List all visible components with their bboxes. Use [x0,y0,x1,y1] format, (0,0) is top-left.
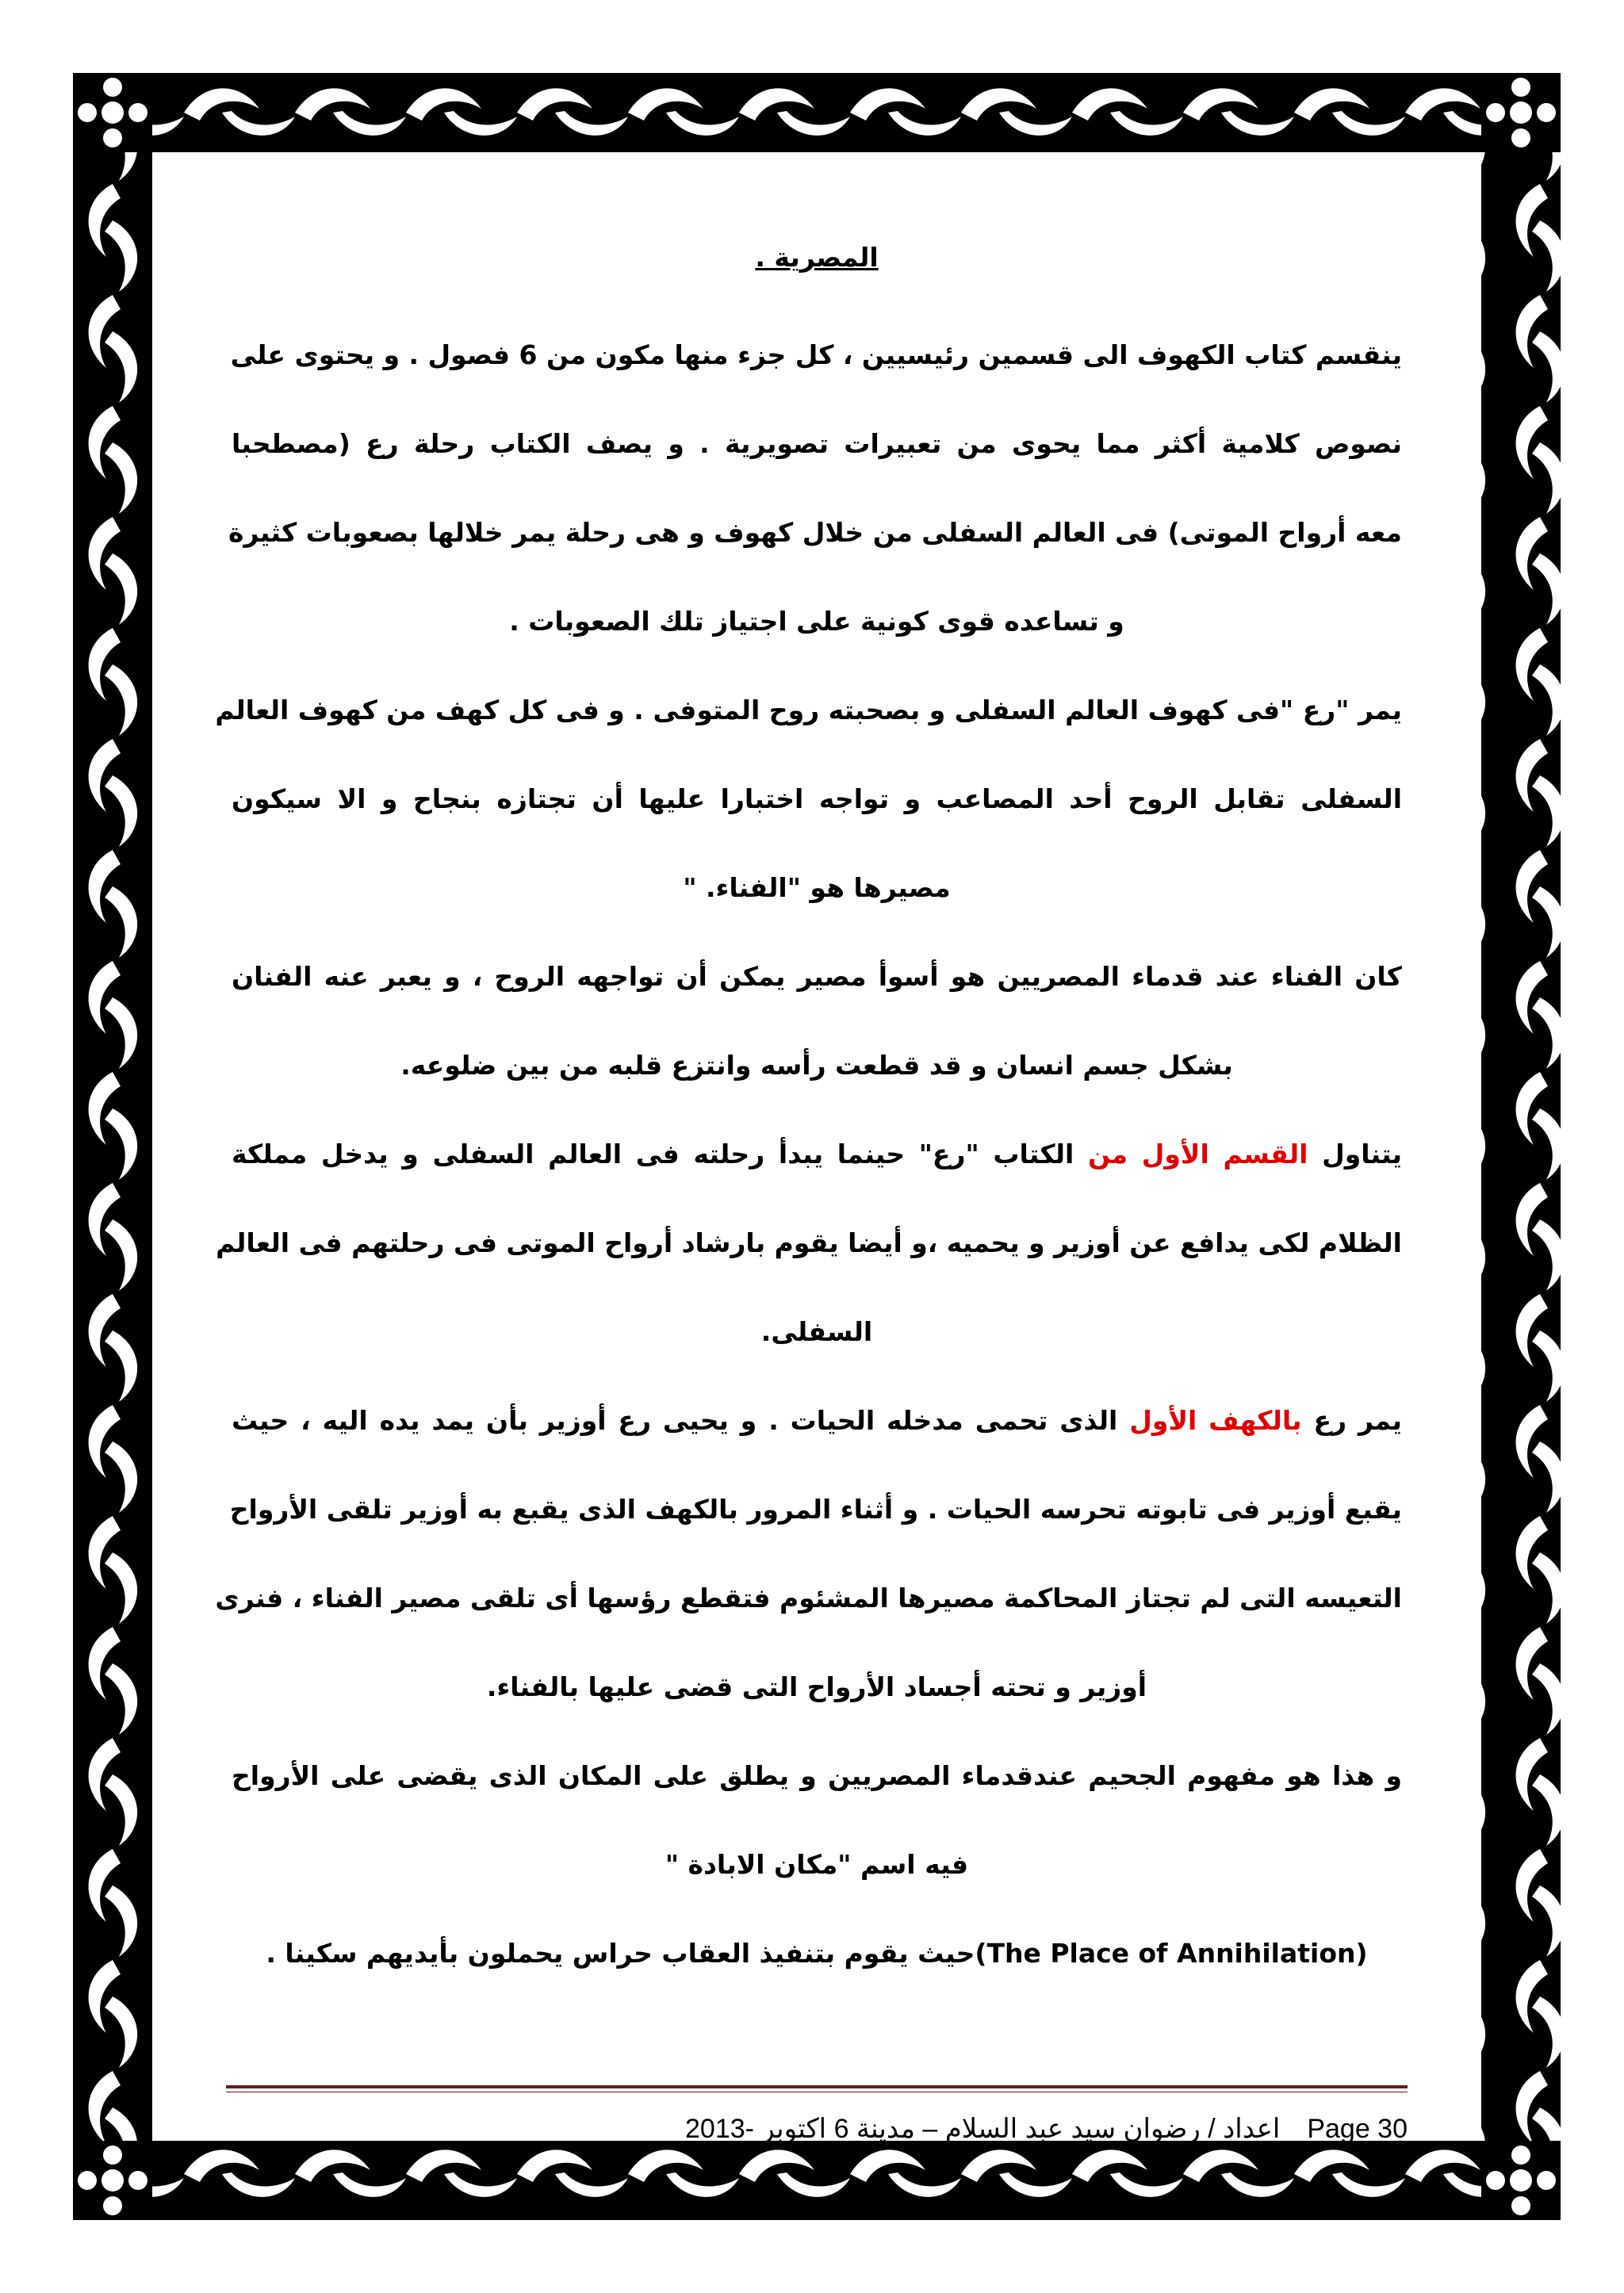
text-segment: حيث يقوم بتنفيذ العقاب حراس يحملون بأيديهم سكينا . [266,1938,975,1969]
text-segment: معه أرواح الموتى) فى العالم السفلى من خلال كهوف و هى رحلة يمر خلالها بصعوبات كثيرة [228,517,1402,548]
text-segment: (The Place of Annihilation) [975,1938,1368,1969]
text-segment: و هذا هو مفهوم الجحيم عندقدماء المصريين و يطلق على المكان الذى يقضى على الأرواح [232,1760,1402,1791]
text-line [215,666,1402,755]
footer-rule [226,2085,1408,2088]
text-segment: الذى تحمى مدخله الحيات . و يحيى رع أوزير بأن يمد يده اليه ، حيث [232,1405,1130,1436]
text-line [228,488,1402,577]
text-line [229,1465,1402,1554]
text-segment: ينقسم كتاب الكهوف الى قسمين رئيسيين ، كل جزء منها مكون من 6 فصول . و يحتوى على [230,339,1402,370]
text-line [232,1909,1402,1998]
text-segment: التعيسه التى لم تجتاز المحاكمة مصيرها المشئوم فتقطع رؤسها أى تلقى مصير الفناء ، فنرى [215,1583,1402,1614]
text-line [232,311,1402,400]
page-number: Page 30 [1307,2113,1408,2144]
footer-credit: اعداد / رضوان سيد عبد السلام – مدينة 6 اكتوبر -2013 [685,2114,1281,2144]
text-line [232,1288,1402,1376]
text-segment: الظلام لكى يدافع عن أوزير و يحميه ،و أيضا يقوم بارشاد أرواح الموتى فى رحلتهم فى العالم [216,1227,1402,1258]
text-line [232,1643,1402,1732]
text-segment: يتناول [1308,1139,1402,1169]
text-line [232,400,1402,488]
text-segment: أوزير و تحته أجساد الأرواح التى قضى عليها بالفناء. [486,1671,1147,1702]
text-segment: و تساعده قوى كونية على اجتياز تلك الصعوبات . [509,606,1124,637]
text-line [215,1554,1402,1643]
text-segment: نصوص كلامية أكثر مما يحوى من تعبيرات تصويرية . و يصف الكتاب رحلة رع (مصطحبا [232,428,1402,459]
text-segment: كان الفناء عند قدماء المصريين هو أسوأ مصير يمكن أن تواجهه الروح ، و يعبر عنه الفنان [232,961,1402,992]
text-line [232,1021,1402,1110]
paragraph-lines [215,311,1403,1998]
text-segment: السفلى تقابل الروح أحد المصاعب و تواجه اختبارا عليها أن تجتازه بنجاح و الا سيكون [232,783,1402,814]
text-segment: يمر "رع "فى كهوف العالم السفلى و بصحبته روح المتوفى . و فى كل كهف من كهوف العالم [215,695,1402,725]
highlighted-text: بالكهف الأول [1129,1405,1302,1436]
document-body [215,222,1403,1998]
text-line [232,844,1402,932]
text-segment: السفلى. [760,1316,873,1347]
text-line [232,1732,1402,1820]
text-line [232,1110,1402,1199]
text-line [232,577,1402,666]
text-line [232,755,1402,844]
text-line [232,1820,1402,1909]
text-segment: الكتاب "رع" حينما يبدأ رحلته فى العالم السفلى و يدخل مملكة [232,1139,1088,1169]
section-heading: المصرية . [755,242,879,273]
text-segment: مصيرها هو "الفناء. " [683,872,951,903]
text-line [232,932,1402,1021]
text-segment: يمر رع [1301,1405,1403,1436]
text-segment: فيه اسم "مكان الابادة " [665,1849,969,1880]
text-segment: يقبع أوزير فى تابوته تحرسه الحيات . و أثناء المرور بالكهف الذى يقبع به أوزير تلقى الأرواح [229,1494,1402,1525]
text-line [232,1376,1402,1465]
text-line [216,1199,1402,1288]
text-segment: بشكل جسم انسان و قد قطعت رأسه وانتزع قلبه من بين ضلوعه. [400,1050,1233,1081]
page-footer [555,2105,1408,2153]
highlighted-text: القسم الأول من [1087,1139,1308,1169]
